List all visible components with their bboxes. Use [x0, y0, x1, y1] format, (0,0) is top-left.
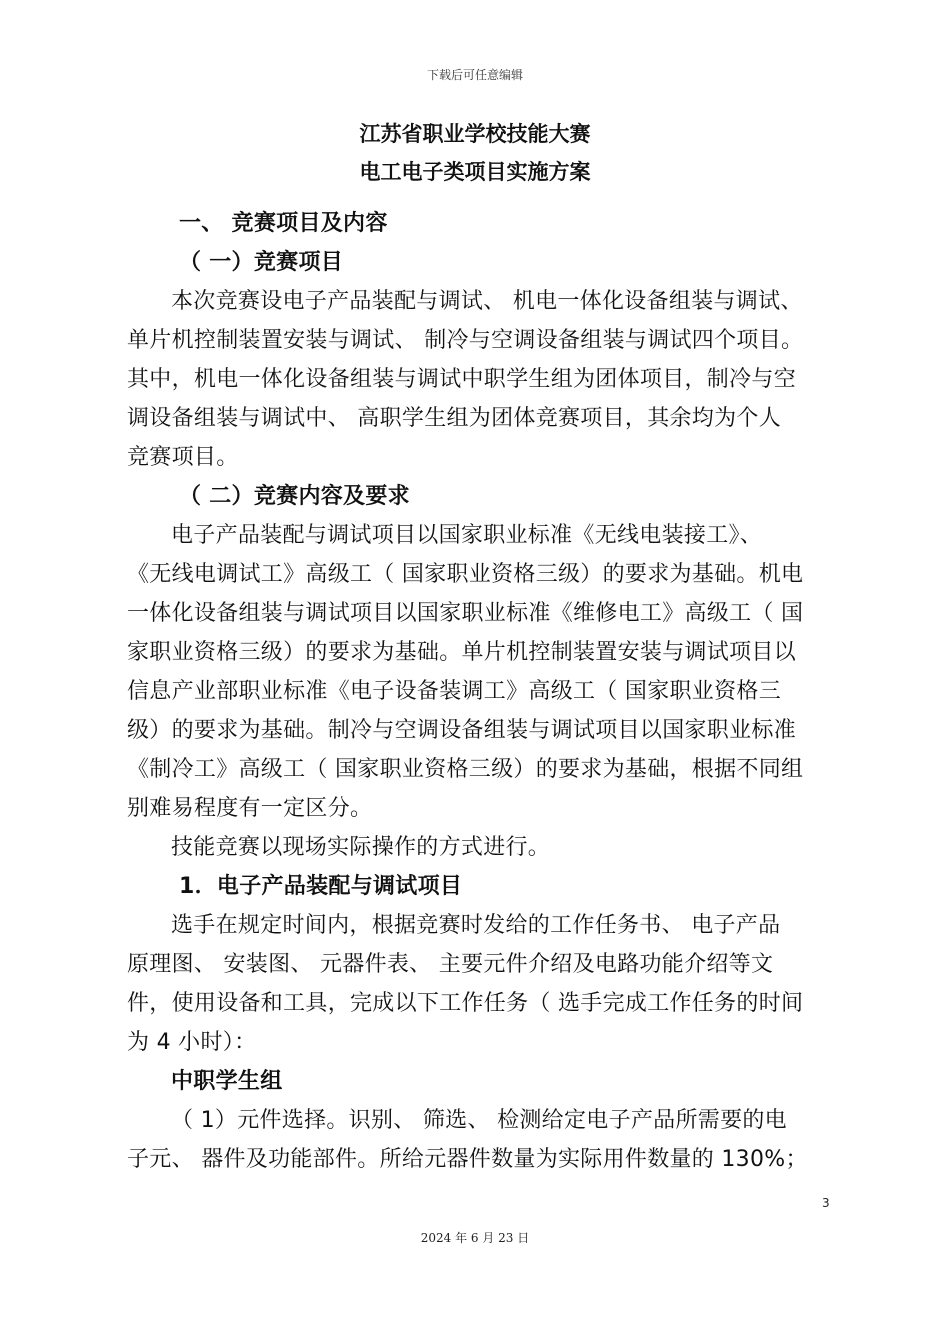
paragraph-line: 家职业资格三级）的要求为基础。单片机控制装置安装与调试项目以 — [127, 640, 797, 665]
paragraph-line: 电子产品装配与调试项目以国家职业标准《无线电装接工》、 — [171, 523, 763, 548]
item-heading-electronic-assembly: 1．电子产品装配与调试项目 — [179, 874, 463, 899]
document-title-line2: 电工电子类项目实施方案 — [359, 160, 591, 184]
paragraph-line: 为 4 小时）： — [127, 1030, 257, 1055]
page-number: 3 — [822, 1196, 830, 1210]
footer-date: 2024 年 6 月 23 日 — [420, 1231, 530, 1245]
paragraph-line: 级）的要求为基础。制冷与空调设备组装与调试项目以国家职业标准 — [127, 718, 797, 743]
subsection-heading-competition-items: （ 一）竞赛项目 — [179, 250, 344, 275]
paragraph-line: 选手在规定时间内，根据竞赛时发给的工作任务书、 电子产品 — [171, 913, 781, 938]
paragraph-line: 信息产业部职业标准《电子设备装调工》高级工（ 国家职业资格三 — [127, 679, 781, 704]
document-body — [127, 204, 837, 1179]
paragraph-line: 竞赛项目。 — [127, 445, 239, 470]
subsection-heading-content-requirements: （ 二）竞赛内容及要求 — [179, 484, 410, 509]
paragraph-line: （ 1）元件选择。识别、 筛选、 检测给定电子产品所需要的电 — [171, 1108, 787, 1133]
header-note: 下载后可任意编辑 — [426, 68, 523, 82]
paragraph-line: 一体化设备组装与调试项目以国家职业标准《维修电工》高级工（ 国 — [127, 601, 804, 626]
paragraph-line: 其中，机电一体化设备组装与调试中职学生组为团体项目，制冷与空 — [127, 367, 797, 392]
document-title-line1: 江苏省职业学校技能大赛 — [359, 122, 591, 146]
paragraph-line: 技能竞赛以现场实际操作的方式进行。 — [171, 835, 551, 860]
paragraph-line: 《制冷工》高级工（ 国家职业资格三级）的要求为基础，根据不同组 — [127, 757, 804, 782]
paragraph-line: 件，使用设备和工具，完成以下工作任务（ 选手完成工作任务的时间 — [127, 991, 804, 1016]
paragraph-line: 单片机控制装置安装与调试、 制冷与空调设备组装与调试四个项目。 — [127, 328, 804, 353]
paragraph-line: 《无线电调试工》高级工（ 国家职业资格三级）的要求为基础。机电 — [127, 562, 804, 587]
paragraph-line: 原理图、 安装图、 元器件表、 主要元件介绍及电路功能介绍等文 — [127, 952, 774, 977]
group-heading-secondary-vocational: 中职学生组 — [171, 1069, 283, 1094]
paragraph-line: 本次竞赛设电子产品装配与调试、 机电一体化设备组装与调试、 — [171, 289, 803, 314]
paragraph-line: 子元、 器件及功能部件。所给元器件数量为实际用件数量的 130%； — [127, 1147, 808, 1172]
paragraph-line: 调设备组装与调试中、 高职学生组为团体竞赛项目，其余均为个人 — [127, 406, 781, 431]
section-heading-1: 一、 竞赛项目及内容 — [179, 211, 388, 236]
paragraph-line: 别难易程度有一定区分。 — [127, 796, 373, 821]
